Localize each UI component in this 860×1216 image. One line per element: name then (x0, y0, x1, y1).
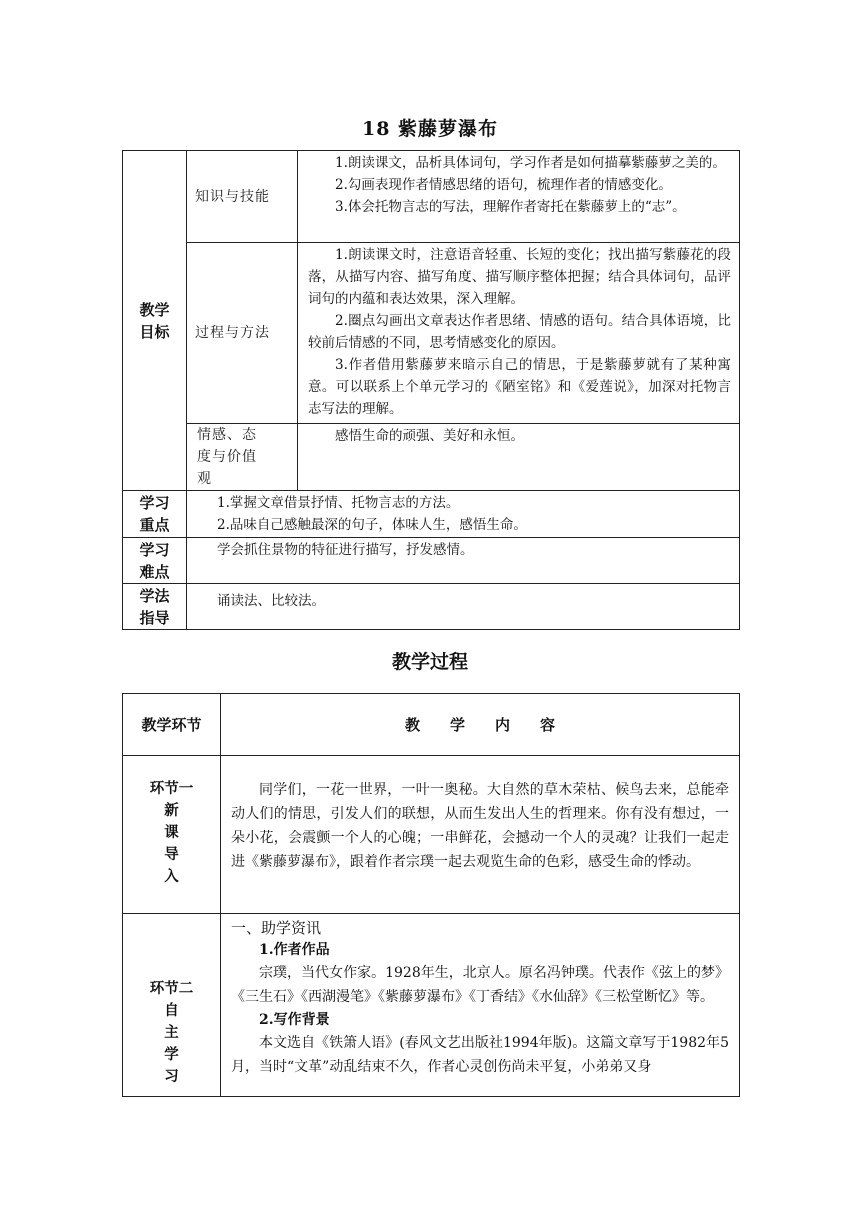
key-points-label: 学习 重点 (123, 491, 187, 538)
key-point-item: 2.品味自己感触最深的句子，体味人生，感悟生命。 (217, 517, 527, 533)
knowledge-label: 知识与技能 (187, 151, 298, 243)
stage2-content (221, 914, 740, 1097)
emotion-content (298, 424, 740, 491)
process-content (298, 243, 740, 424)
section-heading: 一、助学资讯 (231, 919, 322, 937)
objectives-label: 教学 目标 (123, 151, 187, 491)
difficulties-text: 学会抓住景物的特征进行描写，抒发感情。 (217, 542, 474, 558)
knowledge-item: 3.体会托物言志的写法，理解作者寄托在紫藤萝上的“志”。 (335, 199, 686, 215)
process-item: 2.圈点勾画出文章表达作者思绪、情感的语句。结合具体语境，比较前后情感的不同，思考情感变化的原因。 (308, 313, 731, 351)
author-text: 宗璞，当代女作家。1928年生，北京人。原名冯钟璞。代表作《弦上的梦》《三生石》《西湖漫笔》《紫藤萝瀑布》《丁香结》《水仙辞》《三松堂断忆》等。 (231, 965, 729, 1005)
difficulties-label: 学习 难点 (123, 538, 187, 584)
column-header-content: 教 学 内 容 (221, 694, 740, 756)
emotion-text: 感悟生命的顽强、美好和永恒。 (335, 428, 524, 444)
subheading-author: 1.作者作品 (259, 942, 330, 958)
knowledge-item: 1.朗读课文，品析具体词句，学习作者是如何描摹紫藤萝之美的。 (335, 155, 726, 171)
process-title: 教学过程 (391, 651, 468, 673)
process-item: 1.朗读课文时，注意语音轻重、长短的变化；找出描写紫藤花的段落，从描写内容、描写角度、描写顺序整体把握；结合具体词句，品评词句的内蕴和表达效果，深入理解。 (308, 247, 731, 307)
methods-label: 学法 指导 (123, 584, 187, 630)
knowledge-content (298, 151, 740, 243)
key-points-content (187, 491, 740, 538)
methods-content (187, 584, 740, 630)
process-table (122, 693, 740, 1097)
document-title: 18 紫藤萝瀑布 (361, 118, 499, 140)
difficulties-content (187, 538, 740, 584)
process-label: 过程与方法 (187, 243, 298, 424)
stage1-text: 同学们，一花一世界，一叶一奥秘。大自然的草木荣枯、候鸟去来，总能牵动人们的情思，引发人们的联想，从而生发出人生的哲理来。你有没有想过，一朵小花，会震颤一个人的心魄；一串鲜花，会撼动一个人的灵魂？让我们一起走进《紫藤萝瀑布》，跟着作者宗璞一起去观览生命的色彩，感受生命的悸动。 (231, 782, 729, 870)
stage2-label: 环节二 自 主 学 习 (123, 914, 221, 1097)
key-point-item: 1.掌握文章借景抒情、托物言志的方法。 (217, 495, 460, 511)
stage1-content (221, 756, 740, 914)
stage1-label: 环节一 新 课 导 入 (123, 756, 221, 914)
subheading-background: 2.写作背景 (259, 1012, 330, 1028)
emotion-label: 情感、态度与价值观 (187, 424, 298, 491)
objectives-table (122, 150, 740, 630)
process-item: 3.作者借用紫藤萝来暗示自己的情思，于是紫藤萝就有了某种寓意。可以联系上个单元学习的《陋室铭》和《爱莲说》，加深对托物言志写法的理解。 (308, 357, 731, 417)
methods-text: 诵读法、比较法。 (217, 593, 325, 609)
knowledge-item: 2.勾画表现作者情感思绪的语句，梳理作者的情感变化。 (335, 177, 672, 193)
background-text: 本文选自《铁箫人语》(春风文艺出版社1994年版)。这篇文章写于1982年5月，当时“文革”动乱结束不久，作者心灵创伤尚未平复，小弟弟又身 (231, 1035, 729, 1075)
column-header-stage: 教学环节 (123, 694, 221, 756)
